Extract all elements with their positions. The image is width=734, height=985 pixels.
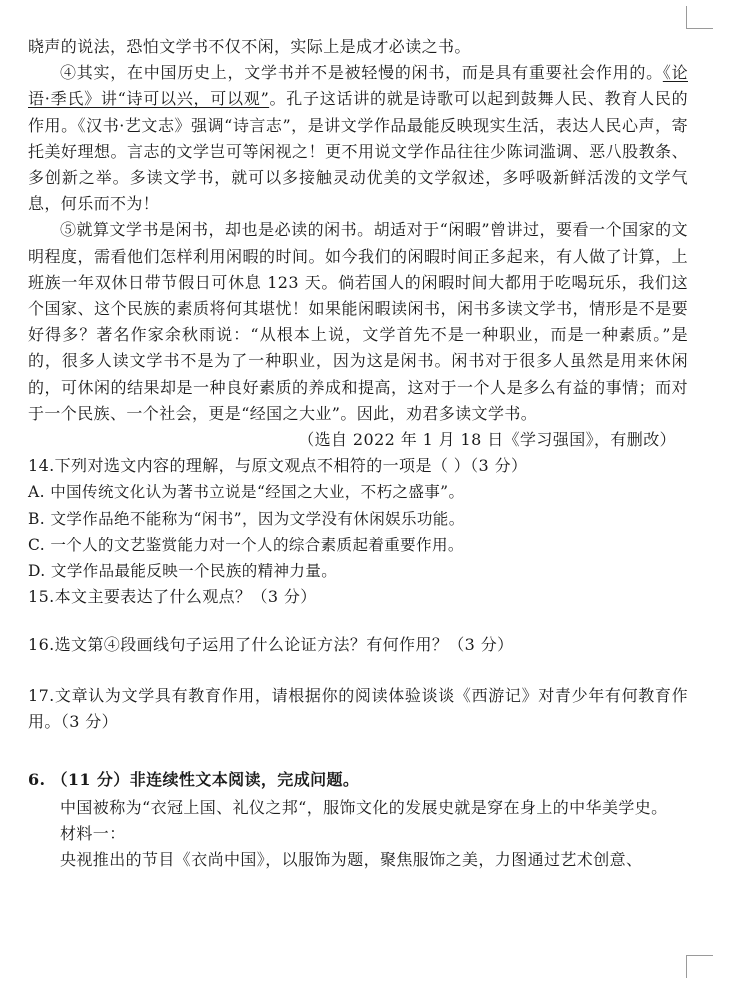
paragraph-intro-tail: 晓声的说法，恐怕文学书不仅不闲，实际上是成才必读之书。 [28, 37, 471, 56]
question-16: 16.选文第④段画线句子运用了什么论证方法？有何作用？（3 分） [28, 635, 514, 655]
question-14-stem: 14.下列对选文内容的理解，与原文观点不相符的一项是（ ）（3 分） [28, 456, 528, 476]
corner-crop-mark-top [686, 6, 713, 29]
answer-space [28, 659, 688, 683]
underlined-sentence: 《论语·季氏》讲“诗可以兴，可以观” [28, 63, 688, 109]
paragraph-4-rest: 。孔子这话讲的就是诗歌可以起到鼓舞人民、教育人民的作用。《汉书·艺文志》强调“诗言志”，是讲文学作品最能反映现实生活，表达人民心声，寄托美好理想。言志的文学岂可等闲视之！更不用说文学作品往往少陈词滥调、恶八股教条、多创新之举。多读文学书，就可以多接触灵动优美的文学叙述，多呼吸新鲜活泼的文学气息，何乐而不为！ [28, 89, 688, 214]
paragraph-5: ⑤就算文学书是闲书，却也是必读的闲书。胡适对于“闲暇”曾讲过，要看一个国家的文明程度，需看他们怎样利用闲暇的时间。如今我们的闲暇时间正多起来，有人做了计算，上班族一年双休日带节假日可休息 123 天。倘若国人的闲暇时间大都用于吃喝玩乐，我们这个国家、这个民族的素质将何其堪忧！如果能闲暇读闲书，闲书多读文学书，情形是不是要好得多？著名作家余秋雨说：“从根本上说，文学首先不是一种职业，而是一种素质。”是的，很多人读文学书不是为了一种职业，因为这是闲书。闲书对于很多人虽然是用来休闲的，可休闲的结果却是一种良好素质的养成和提高，这对于一个人是多么有益的事情；而对于一个民族、一个社会，更是“经国之大业”。因此，劝君多读文学书。 [28, 220, 688, 423]
section-6-intro: 中国被称为“衣冠上国、礼仪之邦“，服饰文化的发展史就是穿在身上的中华美学史。 [60, 798, 668, 818]
question-14-option-b: B. 文学作品绝不能称为“闲书”，因为文学没有休闲娱乐功能。 [28, 509, 465, 528]
question-14-option-d: D. 文学作品最能反映一个民族的精神力量。 [28, 562, 338, 581]
question-14-option-a: A. 中国传统文化认为著书立说是“经国之大业，不朽之盛事”。 [28, 483, 465, 502]
paragraph-4-start: ④其实，在中国历史上，文学书并不是被轻慢的闲书，而是具有重要社会作用的。 [60, 63, 663, 83]
document-page [28, 34, 688, 874]
question-17: 17.文章认为文学具有教育作用，请根据你的阅读体验谈谈《西游记》对青少年有何教育作用。（3 分） [28, 685, 688, 731]
answer-space [28, 610, 688, 632]
corner-crop-mark-bottom [686, 955, 713, 978]
paragraph-4 [28, 60, 688, 217]
material-one-text: 央视推出的节目《衣尚中国》，以服饰为题，聚焦服饰之美，力图通过艺术创意、 [60, 850, 643, 870]
answer-space [28, 735, 688, 765]
material-one-label: 材料一： [60, 824, 126, 844]
section-6-title: 6. （11 分）非连续性文本阅读，完成问题。 [28, 770, 360, 790]
question-14-option-c: C. 一个人的文艺鉴赏能力对一个人的综合素质起着重要作用。 [28, 535, 464, 554]
source-citation: （选自 2022 年 1 月 18 日《学习强国》，有删改） [298, 430, 676, 450]
question-15: 15.本文主要表达了什么观点？（3 分） [28, 587, 317, 607]
